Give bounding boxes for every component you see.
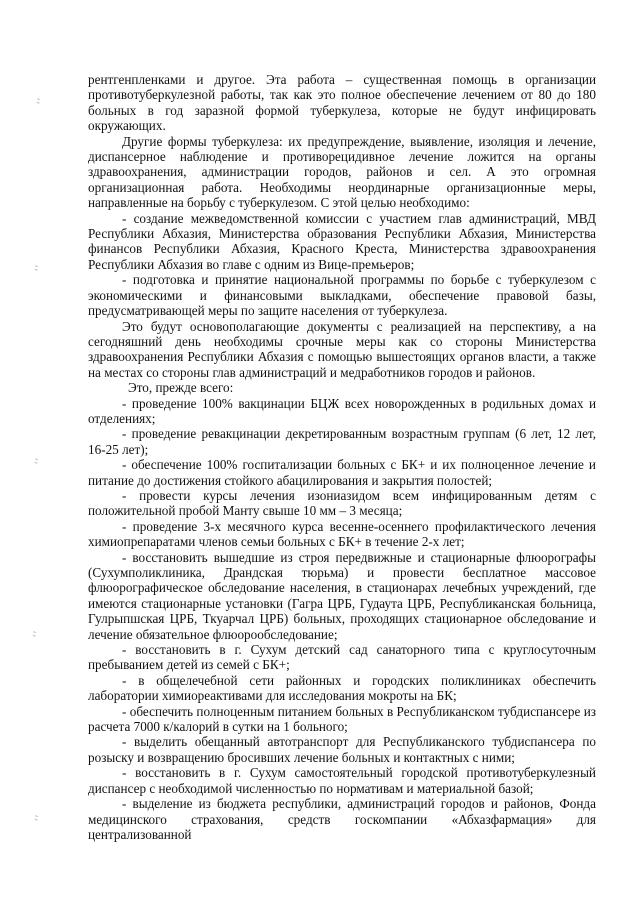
- list-item-isoniazid: - провести курсы лечения изониазидом всем инфицированным детям с положительной пробой Манту свыше 10 мм – 3 месяца;: [88, 487, 596, 519]
- list-item-kindergarten: - восстановить в г. Сухум детский сад санаторного типа с круглосуточным пребыванием детей из семей с БК+;: [88, 642, 596, 673]
- list-item-vaccination: - проведение 100% вакцинации БЦЖ всех новорожденных в родильных домах и отделениях;: [88, 395, 596, 426]
- list-item-transport: - выделить обещанный автотранспорт для Республиканского тубдиспансера по розыску и возвращению бросивших лечение больных и контактных с ними;: [88, 734, 596, 765]
- paragraph-1: рентгенпленками и другое. Эта работа – существенная помощь в организации противотуберкулезной работы, так как это полное обеспечение лечением от 80 до 180 больных в год заразной формой туберкулеза, которые не будут инфицировать окружающих.: [88, 72, 596, 134]
- list-item-dispensary: - восстановить в г. Сухум самостоятельный городской противотуберкулезный диспансер с необходимой численностью по нормативам и материальной базой;: [88, 765, 596, 796]
- list-item-budget: - выделение из бюджета республики, администраций городов и районов, Фонда медицинского страхования, средств госкомпании «Абхазфармация» для централизованной: [88, 796, 596, 842]
- list-item-hospitalization: - обеспечение 100% госпитализации больных с БК+ и их полноценное лечение и питание до достижения стойкого абацилирования и закрытия полостей;: [88, 457, 596, 488]
- list-item-program: - подготовка и принятие национальной программы по борьбе с туберкулезом с экономическими и финансовыми выкладками, обеспечение правовой базы, предусматривающей меры по защите населения от туберкулеза.: [88, 272, 596, 319]
- paragraph-4: Это, прежде всего:: [128, 380, 234, 396]
- list-item-laboratories: - в общелечебной сети районных и городских поликлиниках обеспечить лаборатории химиореактивами для исследования мокроты на БК;: [88, 672, 596, 704]
- list-item-fluorography: - восстановить вышедшие из строя передвижные и стационарные флюорографы (Сухумполиклиника, Драндская тюрьма) и провести бесплатное массовое флюорографическое обследование населения, в стационарах лечебных учреждений, где имеются стационарные установки (Гагра ЦРБ, Гудаута ЦРБ, Республиканская больница, Гулрыпшская ЦРБ, Ткуарчал ЦРБ) больных, проходящих стационарное обследование и лечение обязательное флюорообследование;: [88, 549, 596, 642]
- margin-mark-1: ʻʼ: [34, 96, 49, 107]
- margin-mark-3: ʻʼ: [32, 456, 47, 467]
- margin-mark-2: ʻʼ: [32, 263, 47, 274]
- document-page: [88, 72, 596, 842]
- list-item-commission: - создание межведомственной комиссии с участием глав администраций, МВД Республики Абхазия, Министерства образования Республики Абхазия, Министерства финансов Республики Абхазия, Красного Креста, Министерства здравоохранения Республики Абхазия во главе с одним из Вице-премьеров;: [88, 210, 596, 272]
- margin-mark-5: ʻʼ: [32, 813, 47, 824]
- list-item-revaccination: - проведение ревакцинации декретированным возрастным группам (6 лет, 12 лет, 16-25 лет);: [88, 426, 596, 457]
- margin-mark-4: ʻʼ: [30, 629, 45, 640]
- list-item-nutrition: - обеспечить полноценным питанием больных в Республиканском тубдиспансере из расчета 7000 к/калорий в сутки на 1 больного;: [88, 703, 596, 735]
- paragraph-2: Другие формы туберкулеза: их предупреждение, выявление, изоляция и лечение, диспансерное наблюдение и противорецидивное лечение ложится на органы здравоохранения, администрации городов, районов и сел. А это огромная организационная работа. Необходимы неординарные организационные меры, направленные на борьбу с туберкулезом. С этой целью необходимо:: [88, 133, 596, 211]
- paragraph-3: Это будут основополагающие документы с реализацией на перспективу, а на сегодняшний день необходимы срочные меры как со стороны Министерства здравоохранения Республики Абхазия с помощью вышестоящих органов власти, а также на местах со стороны глав администраций и медработников городов и районов.: [88, 318, 596, 380]
- list-item-prophylaxis: - проведение 3-х месячного курса весенне-осеннего профилактического лечения химиопрепаратами членов семьи больных с БК+ в течение 2-х лет;: [88, 518, 596, 550]
